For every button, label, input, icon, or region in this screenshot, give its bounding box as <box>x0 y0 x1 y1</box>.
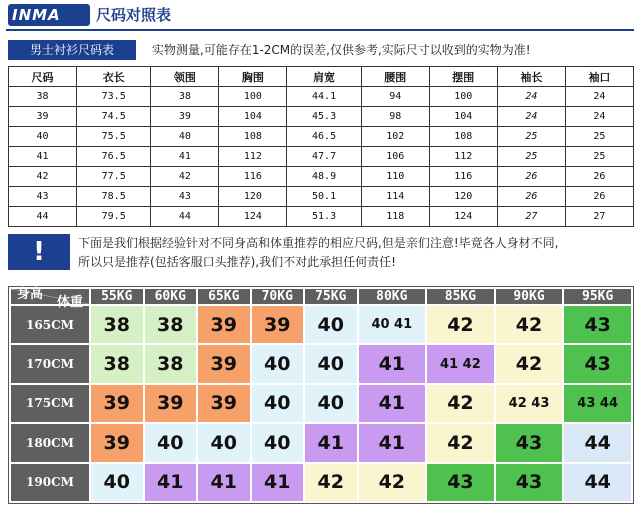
size-chart-label: 男士衬衫尺码表 <box>8 40 136 60</box>
size-chart-cell: 26 <box>565 187 633 207</box>
size-chart-cell: 114 <box>361 187 429 207</box>
height-row-header: 175CM <box>10 384 90 423</box>
recommended-size-cell: 38 <box>144 344 198 383</box>
size-chart-cell: 26 <box>565 167 633 187</box>
size-chart-cell: 120 <box>429 187 497 207</box>
size-chart-cell: 108 <box>219 127 287 147</box>
height-row <box>10 344 632 383</box>
size-chart-cell: 75.5 <box>77 127 151 147</box>
size-chart-cell: 78.5 <box>77 187 151 207</box>
size-chart-body <box>9 87 634 227</box>
size-chart-cell: 40 <box>9 127 77 147</box>
recommended-size-cell: 43 <box>426 463 495 502</box>
recommended-size-cell: 39 <box>144 384 198 423</box>
recommended-size-cell: 40 <box>144 423 198 462</box>
size-chart-cell: 24 <box>497 107 565 127</box>
recommended-size-cell: 40 <box>197 423 251 462</box>
size-chart-column-header: 尺码 <box>9 67 77 87</box>
weight-axis-label: 体重 <box>56 295 83 310</box>
size-chart-cell: 76.5 <box>77 147 151 167</box>
size-chart-cell: 44.1 <box>287 87 361 107</box>
size-chart-cell: 27 <box>497 207 565 227</box>
weight-column-header: 90KG <box>495 288 564 305</box>
height-row <box>10 423 632 462</box>
recommended-size-cell: 39 <box>90 384 144 423</box>
recommended-size-cell: 44 <box>563 423 632 462</box>
size-chart-cell: 112 <box>429 147 497 167</box>
size-chart-cell: 124 <box>429 207 497 227</box>
size-chart-cell: 27 <box>565 207 633 227</box>
size-chart-cell: 110 <box>361 167 429 187</box>
size-chart-cell: 51.3 <box>287 207 361 227</box>
recommended-size-cell: 38 <box>90 344 144 383</box>
height-axis-label: 身高 <box>17 287 44 302</box>
recommended-size-cell: 42 <box>426 305 495 344</box>
size-chart-cell: 25 <box>497 147 565 167</box>
page-title: 尺码对照表 <box>96 6 172 24</box>
size-chart-cell: 116 <box>429 167 497 187</box>
recommended-size-cell: 41 <box>358 344 427 383</box>
size-chart-cell: 104 <box>219 107 287 127</box>
size-chart-cell: 38 <box>9 87 77 107</box>
recommended-size-cell: 41 <box>144 463 198 502</box>
size-chart-table <box>8 66 634 227</box>
recommended-size-cell: 41 42 <box>426 344 495 383</box>
brand-logo <box>8 4 90 26</box>
size-chart-column-header: 腰围 <box>361 67 429 87</box>
recommended-size-cell: 41 <box>358 384 427 423</box>
size-chart-row <box>9 147 634 167</box>
recommended-size-cell: 42 43 <box>495 384 564 423</box>
size-chart-cell: 46.5 <box>287 127 361 147</box>
recommended-size-cell: 44 <box>563 463 632 502</box>
height-row-header: 180CM <box>10 423 90 462</box>
size-chart-row <box>9 127 634 147</box>
recommended-size-cell: 42 <box>426 423 495 462</box>
recommended-size-cell: 40 41 <box>358 305 427 344</box>
size-chart-cell: 44 <box>151 207 219 227</box>
warning-text <box>78 234 634 272</box>
recommended-size-cell: 41 <box>358 423 427 462</box>
size-chart-column-header: 摆围 <box>429 67 497 87</box>
weight-column-header: 55KG <box>90 288 144 305</box>
recommended-size-cell: 42 <box>495 305 564 344</box>
size-chart-cell: 41 <box>9 147 77 167</box>
size-chart-cell: 120 <box>219 187 287 207</box>
weight-column-header: 75KG <box>304 288 358 305</box>
brand-logo-text: INMA <box>12 6 61 24</box>
size-chart-cell: 108 <box>429 127 497 147</box>
recommended-size-cell: 43 <box>495 423 564 462</box>
recommended-size-cell: 38 <box>90 305 144 344</box>
title-divider <box>6 29 634 31</box>
height-row-header: 165CM <box>10 305 90 344</box>
recommended-size-cell: 42 <box>495 344 564 383</box>
size-chart-cell: 104 <box>429 107 497 127</box>
height-row-header: 170CM <box>10 344 90 383</box>
recommended-size-cell: 40 <box>304 305 358 344</box>
size-chart-cell: 44 <box>9 207 77 227</box>
size-chart-cell: 79.5 <box>77 207 151 227</box>
size-chart-cell: 118 <box>361 207 429 227</box>
size-chart-column-header: 肩宽 <box>287 67 361 87</box>
weight-column-header: 70KG <box>251 288 305 305</box>
recommended-size-cell: 39 <box>197 344 251 383</box>
weight-column-header: 80KG <box>358 288 427 305</box>
size-chart-header-row <box>9 67 634 87</box>
recommended-size-cell: 39 <box>197 384 251 423</box>
recommended-size-cell: 39 <box>197 305 251 344</box>
size-chart-column-header: 胸围 <box>219 67 287 87</box>
size-chart-row <box>9 167 634 187</box>
recommended-size-cell: 39 <box>251 305 305 344</box>
size-chart-cell: 100 <box>429 87 497 107</box>
weight-column-header: 60KG <box>144 288 198 305</box>
size-chart-cell: 24 <box>565 107 633 127</box>
size-chart-cell: 42 <box>151 167 219 187</box>
size-chart-cell: 26 <box>497 167 565 187</box>
recommended-size-cell: 40 <box>251 423 305 462</box>
size-chart-cell: 24 <box>565 87 633 107</box>
height-row-header: 190CM <box>10 463 90 502</box>
height-row <box>10 305 632 344</box>
size-chart-cell: 74.5 <box>77 107 151 127</box>
size-chart-cell: 106 <box>361 147 429 167</box>
size-chart-column-header: 袖口 <box>565 67 633 87</box>
grid-body <box>10 305 632 502</box>
grid-header-row <box>10 288 632 305</box>
size-chart-cell: 43 <box>9 187 77 207</box>
recommended-size-cell: 40 <box>90 463 144 502</box>
recommended-size-cell: 42 <box>426 384 495 423</box>
size-chart-cell: 73.5 <box>77 87 151 107</box>
recommended-size-cell: 39 <box>90 423 144 462</box>
recommendation-grid <box>8 286 634 504</box>
size-chart-cell: 50.1 <box>287 187 361 207</box>
size-chart-cell: 94 <box>361 87 429 107</box>
size-chart-cell: 26 <box>497 187 565 207</box>
size-chart-column-header: 袖长 <box>497 67 565 87</box>
height-row <box>10 463 632 502</box>
grid-corner <box>10 287 90 310</box>
size-chart-cell: 77.5 <box>77 167 151 187</box>
height-row <box>10 384 632 423</box>
size-chart-cell: 124 <box>219 207 287 227</box>
weight-column-header: 85KG <box>426 288 495 305</box>
recommended-size-cell: 41 <box>304 423 358 462</box>
size-chart-cell: 48.9 <box>287 167 361 187</box>
recommended-size-cell: 43 <box>563 344 632 383</box>
size-chart-cell: 25 <box>565 147 633 167</box>
warning-icon: ! <box>8 234 70 270</box>
recommended-size-cell: 41 <box>197 463 251 502</box>
recommended-size-cell: 40 <box>304 344 358 383</box>
recommended-size-cell: 43 <box>563 305 632 344</box>
size-chart-cell: 40 <box>151 127 219 147</box>
size-chart-cell: 47.7 <box>287 147 361 167</box>
size-chart-cell: 116 <box>219 167 287 187</box>
size-chart-cell: 102 <box>361 127 429 147</box>
recommended-size-cell: 40 <box>251 344 305 383</box>
weight-column-header: 95KG <box>563 288 632 305</box>
size-chart-row <box>9 87 634 107</box>
recommended-size-cell: 42 <box>304 463 358 502</box>
size-chart-column-header: 领围 <box>151 67 219 87</box>
recommended-size-cell: 40 <box>304 384 358 423</box>
size-chart-cell: 24 <box>497 87 565 107</box>
header <box>0 0 640 32</box>
recommended-size-cell: 38 <box>144 305 198 344</box>
recommended-size-cell: 43 <box>495 463 564 502</box>
size-chart-column-header: 衣长 <box>77 67 151 87</box>
recommended-size-cell: 42 <box>358 463 427 502</box>
size-chart-cell: 100 <box>219 87 287 107</box>
size-chart-cell: 38 <box>151 87 219 107</box>
size-chart-cell: 42 <box>9 167 77 187</box>
recommended-size-cell: 40 <box>251 384 305 423</box>
warning-line-2: 所以只是推荐(包括客服口头推荐),我们不对此承担任何责任! <box>78 255 396 269</box>
size-chart-cell: 45.3 <box>287 107 361 127</box>
recommended-size-cell: 41 <box>251 463 305 502</box>
measurement-note: 实物测量,可能存在1-2CM的误差,仅供参考,实际尺寸以收到的实物为准! <box>152 43 531 57</box>
size-chart-cell: 39 <box>151 107 219 127</box>
weight-column-header: 65KG <box>197 288 251 305</box>
size-chart-cell: 25 <box>565 127 633 147</box>
size-chart-row <box>9 207 634 227</box>
size-chart-row <box>9 187 634 207</box>
size-chart-row <box>9 107 634 127</box>
recommended-size-cell: 43 44 <box>563 384 632 423</box>
size-chart-cell: 41 <box>151 147 219 167</box>
size-chart-cell: 98 <box>361 107 429 127</box>
warning-line-1: 下面是我们根据经验针对不同身高和体重推荐的相应尺码,但是亲们注意!毕竟各人身材不同, <box>78 236 559 250</box>
size-chart-cell: 25 <box>497 127 565 147</box>
size-chart-cell: 39 <box>9 107 77 127</box>
size-chart-cell: 112 <box>219 147 287 167</box>
size-chart-cell: 43 <box>151 187 219 207</box>
